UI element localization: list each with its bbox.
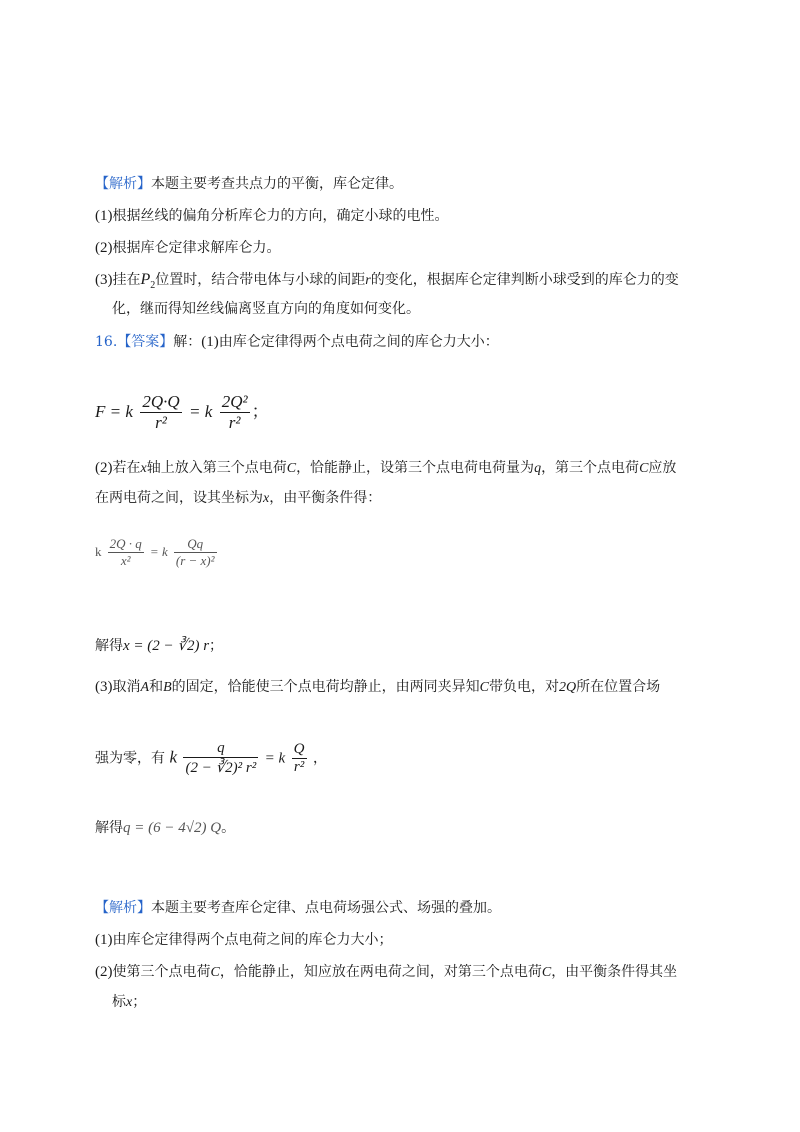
q16-part-3-line-1: (3)取消A和B的固定，恰能使三个点电荷均静止，由两同夹异知C带负电，对2Q所在位置合场 bbox=[95, 679, 661, 695]
analysis-2-point-2: (2)使第三个点电荷C，恰能静止，知应放在两电荷之间，对第三个点电荷C，由平衡条件得其坐 bbox=[95, 964, 678, 980]
analysis-1-point-3: (3)挂在$P_2$位置时，结合带电体与小球的间距r的变化，根据库仑定律判断小球受到的库仑力的变 bbox=[95, 271, 679, 291]
analysis-tag: 【解析】 bbox=[95, 176, 151, 192]
q16-part-2-line-1: (2)若在x轴上放入第三个点电荷C，恰能静止，设第三个点电荷电荷量为q，第三个点电荷C应放 bbox=[95, 460, 677, 476]
solution-q: 解得q = (6 − 4√2) Q。 bbox=[95, 820, 236, 836]
equation-coulomb-force: F = k $\frac{2Q\cdot Q}{\text{r²}}$ = k $\frac{\text{2Q²}}{\text{r²}}$ ； bbox=[95, 392, 269, 432]
equation-balance: k $\frac{2Q \cdot q}{\text{x²}}$ = k $\frac{Qq}{\text{(r − x)²}}$ bbox=[95, 536, 215, 568]
answer-tag: 【答案】 bbox=[117, 334, 174, 350]
analysis-1-point-3-cont: 化，继而得知丝线偏离竖直方向的角度如何变化。 bbox=[112, 301, 420, 317]
analysis-1-point-1: (1)根据丝线的偏角分析库仑力的方向，确定小球的电性。 bbox=[95, 208, 449, 224]
analysis-1-intro: 【解析】本题主要考查共点力的平衡，库仑定律。 bbox=[95, 176, 403, 192]
question-number: 16. bbox=[95, 334, 118, 350]
q16-part-2-line-2: 在两电荷之间，设其坐标为x，由平衡条件得： bbox=[95, 490, 382, 506]
analysis-tag: 【解析】 bbox=[95, 900, 151, 916]
q16-part-3-line-2: 强为零，有 k $\frac{q}{\text{(2 − ∛2)² r²}}$ = k $\frac{Q}{\text{r²}}$ ， bbox=[95, 740, 327, 776]
analysis-1-point-2: (2)根据库仑定律求解库仑力。 bbox=[95, 240, 281, 256]
analysis-2-point-2-cont: 标x； bbox=[112, 994, 147, 1010]
solution-x: 解得x = (2 − ∛2) r； bbox=[95, 638, 224, 654]
analysis-2-intro: 【解析】本题主要考查库仑定律、点电荷场强公式、场强的叠加。 bbox=[95, 900, 501, 916]
q16-heading: 16.【答案】解：(1)由库仑定律得两个点电荷之间的库仑力大小： bbox=[95, 334, 499, 350]
analysis-2-point-1: (1)由库仑定律得两个点电荷之间的库仑力大小； bbox=[95, 932, 393, 948]
